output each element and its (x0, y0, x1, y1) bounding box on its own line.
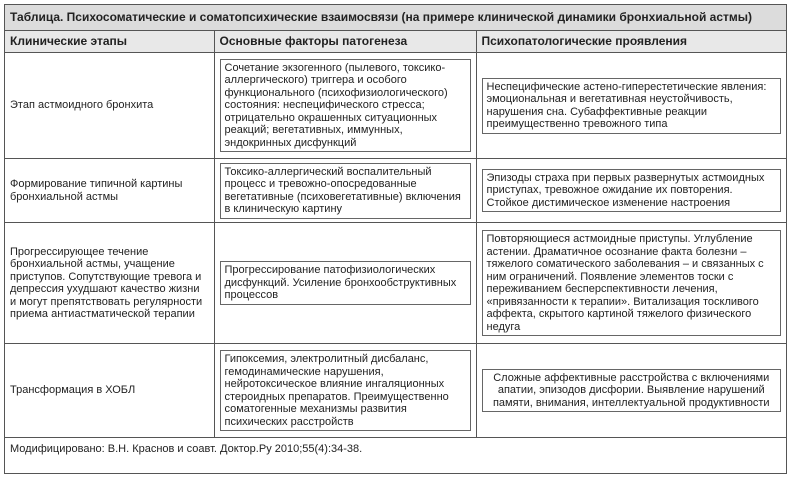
cell-stage: Трансформация в ХОБЛ (5, 344, 214, 438)
cell-stage: Этап астмоидного бронхита (5, 53, 214, 159)
table-footnote: Модифицировано: В.Н. Краснов и соавт. Доктор.Ру 2010;55(4):34-38. (10, 443, 363, 455)
header-factors: Основные факторы патогенеза (214, 31, 476, 53)
table-header-row (5, 31, 786, 53)
data-table (5, 31, 786, 438)
cell-factors: Прогрессирование патофизиологических дисфункций. Усиление бронхообструктивных процессов (220, 261, 471, 305)
table-row (5, 159, 786, 223)
table-row (5, 344, 786, 438)
cell-stage: Прогрессирующее течение бронхиальной астмы, учащение приступов. Сопутствующие тревога и депрессия ухудшают качество жизни и могут препятствовать регулярности приема антиастматической терапии (5, 223, 214, 344)
table-figure (4, 4, 787, 474)
cell-manifestations: Неспецифические астено-гиперестетические явления: эмоциональная и вегетативная неустойчивость, нарушения сна. Субаффективные реакции преимущественно тревожного типа (482, 78, 782, 134)
cell-factors: Токсико-аллергический воспалительный процесс и тревожно-опосредованные вегетативные (психовегетативные) включения в клиническую картину (220, 163, 471, 219)
cell-manifestations: Сложные аффективные расстройства с включениями апатии, эпизодов дисфории. Выявление нарушений памяти, внимания, интеллектуальной продуктивности (482, 369, 782, 413)
table-row (5, 223, 786, 344)
cell-stage: Формирование типичной картины бронхиальной астмы (5, 159, 214, 223)
cell-factors: Сочетание экзогенного (пылевого, токсико-аллергического) триггера и особого функционального (психофизиологического) состояния: неспецифического стресса; отрицательно окрашенных ситуационных реакций; вегетативных, иммунных, эндокринных дисфункций (220, 59, 471, 153)
header-manifestations: Психопатологические проявления (476, 31, 786, 53)
table-title: Таблица. Психосоматические и соматопсихические взаимосвязи (на примере клинической динамики бронхиальной астмы) (5, 5, 786, 31)
cell-factors: Гипоксемия, электролитный дисбаланс, гемодинамические нарушения, нейротоксическое влияние ингаляционных стероидных препаратов. Преимущественно соматогенные механизмы развития психических расстройств (220, 350, 471, 431)
cell-manifestations: Повторяющиеся астмоидные приступы. Углубление астении. Драматичное осознание факта болезни – тяжелого соматического заболевания – и связанных с ним ограничений. Появление элементов тоски с переживанием бесперспективности лечения, «привязанности к терапии». Витализация тоскливого аффекта, скрытого картиной тяжелого физического недуга (482, 230, 782, 336)
header-stages: Клинические этапы (5, 31, 214, 53)
cell-manifestations: Эпизоды страха при первых развернутых астмоидных приступах, тревожное ожидание их повторения. Стойкое дистимическое изменение настроения (482, 169, 782, 213)
table-row (5, 53, 786, 159)
